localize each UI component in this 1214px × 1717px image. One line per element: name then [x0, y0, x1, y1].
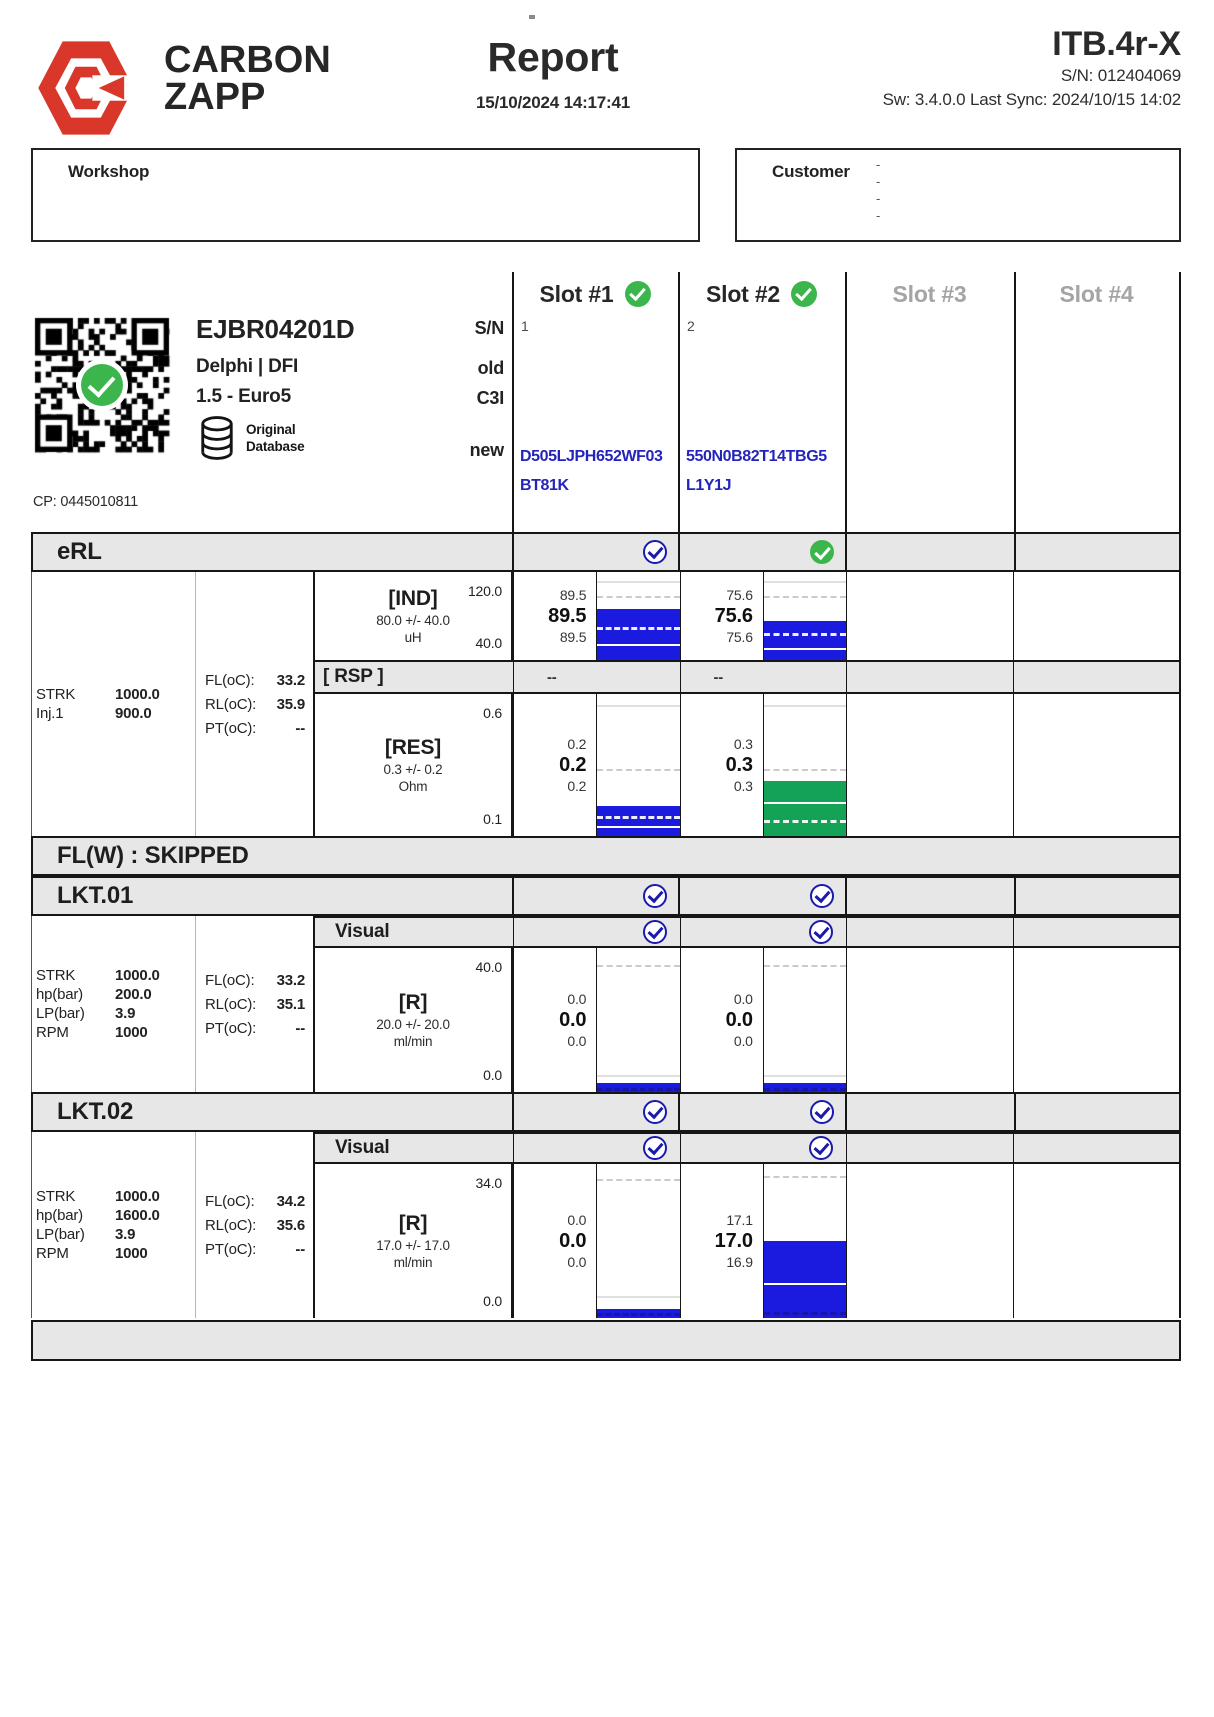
- param-value: 1000: [115, 1024, 148, 1041]
- param-label: hp(bar): [36, 986, 83, 1003]
- section-lkt02-bar: [31, 1092, 1181, 1132]
- value-max: 0.2: [567, 735, 587, 752]
- divider: [1014, 534, 1016, 570]
- erl-results: [313, 572, 1179, 836]
- serial-line: D505LJPH652WF03: [520, 448, 663, 465]
- param-value: 1000: [115, 1245, 148, 1262]
- cp-number: CP: 0445010811: [33, 494, 138, 510]
- temp-value: 35.9: [276, 695, 305, 713]
- dash-line: -: [876, 191, 881, 206]
- param-label: LP(bar): [36, 1226, 85, 1243]
- visual-label: Visual: [335, 1137, 390, 1158]
- lkt02-results: [313, 1132, 1179, 1318]
- dash-line: -: [876, 174, 881, 189]
- section-lkt02-title: LKT.02: [57, 1098, 134, 1125]
- param-label: LP(bar): [36, 1005, 85, 1022]
- database-icon: [198, 416, 236, 460]
- erl-res-row: [313, 694, 1179, 836]
- brand-line2: ZAPP: [164, 76, 266, 118]
- erl-res-slot2-cell: [680, 694, 847, 836]
- temp-value: --: [295, 1019, 305, 1037]
- divider: [678, 878, 680, 914]
- temp-value: 33.2: [276, 671, 305, 689]
- param-label: STRK: [36, 686, 76, 703]
- value-avg: 17.0: [714, 1229, 753, 1252]
- temp-label: RL(oC):: [205, 1216, 257, 1234]
- param-label: hp(bar): [36, 1207, 83, 1224]
- section-footer-bar: [31, 1320, 1181, 1361]
- value-min: 0.2: [567, 777, 587, 794]
- erl-ind-definition: [313, 572, 513, 660]
- param-label: RPM: [36, 1024, 69, 1041]
- test-unit: ml/min: [393, 1034, 433, 1049]
- param-label: STRK: [36, 967, 76, 984]
- erl-ind-row: [313, 572, 1179, 660]
- erl-rsp-row: [313, 660, 1179, 694]
- lkt01-visual-row: [313, 916, 1179, 948]
- slot1-header: [512, 272, 678, 316]
- slot4-header: [1014, 272, 1179, 316]
- qr-pass-check-icon: [81, 364, 123, 406]
- test-tolerance: 0.3 +/- 0.2: [383, 762, 443, 777]
- visual-slot2: [680, 1134, 847, 1162]
- divider: [1014, 1094, 1016, 1130]
- erl-res-slot1-cell: [513, 694, 680, 836]
- visual-slot3: [846, 918, 1013, 946]
- section-erl-title: eRL: [57, 538, 102, 565]
- temp-value: 35.1: [276, 995, 305, 1013]
- lkt01-r-slot3-cell: [846, 948, 1013, 1092]
- value-max: 75.6: [726, 586, 753, 603]
- rsp-slot3: [846, 662, 1013, 692]
- param-value: 3.9: [115, 1226, 136, 1243]
- lkt02-r-slot3-cell: [846, 1164, 1013, 1318]
- visual-slot2: [680, 918, 847, 946]
- rsp-slot1: [513, 662, 680, 692]
- param-value: 1600.0: [115, 1207, 160, 1224]
- carbon-zapp-logo-icon: [33, 35, 139, 141]
- param-label: STRK: [36, 1188, 76, 1205]
- section-flw-title: FL(W) : SKIPPED: [57, 842, 249, 869]
- value-min: 0.3: [733, 777, 753, 794]
- slot1-info-cell: [512, 316, 678, 532]
- erl-ind-slot3-cell: [846, 572, 1013, 660]
- test-unit: uH: [404, 630, 422, 645]
- serial-line: BT81K: [520, 477, 569, 494]
- value-max: 89.5: [559, 586, 587, 603]
- lkt01-results: [313, 916, 1179, 1092]
- divider: [845, 1094, 847, 1130]
- lkt01-parameters: [32, 916, 195, 1092]
- value-avg: 0.0: [725, 1008, 753, 1031]
- database-badge: [246, 421, 304, 455]
- sn-row-label: S/N: [474, 318, 504, 338]
- divider: [845, 878, 847, 914]
- param-label: Inj.1: [36, 705, 64, 722]
- artifact-dot: [529, 15, 535, 19]
- erl-ind-slot2-cell: [680, 572, 847, 660]
- divider: [512, 878, 514, 914]
- section-erl-bar: [31, 532, 1181, 572]
- rsp-slot1-value: --: [547, 668, 557, 686]
- lkt02-r-slot2-cell: [680, 1164, 847, 1318]
- erl-slot2-check-icon: [810, 540, 834, 564]
- erl-res-slot3-cell: [846, 694, 1013, 836]
- lkt01-r-slot4-cell: [1013, 948, 1180, 1092]
- customer-label: Customer: [772, 162, 850, 181]
- scale-bottom: 0.0: [483, 1067, 502, 1083]
- value-avg: 0.3: [725, 753, 753, 776]
- slot1-pass-check-icon: [625, 281, 651, 307]
- value-avg: 89.5: [548, 604, 587, 627]
- value-min: 89.5: [559, 628, 587, 645]
- brand-name: [164, 39, 331, 118]
- device-serial: S/N: 012404069: [1060, 66, 1181, 85]
- scale-top: 120.0: [467, 583, 502, 599]
- serial-line: 550N0B82T14TBG5: [686, 448, 827, 465]
- value-avg: 0.2: [559, 753, 587, 776]
- brand-line1: CARBON: [164, 39, 331, 81]
- param-value: 1000.0: [115, 686, 160, 703]
- scale-bottom: 0.0: [483, 1293, 502, 1309]
- slot1-new-serial: [520, 442, 663, 500]
- rsp-slot2-value: --: [713, 668, 724, 686]
- scale-bottom: 0.1: [483, 811, 502, 827]
- erl-ind-slot1-cell: [513, 572, 680, 660]
- section-erl-body: [31, 572, 1181, 836]
- param-value: 200.0: [115, 986, 152, 1003]
- slot2-header: [678, 272, 845, 316]
- value-min: 16.9: [726, 1253, 753, 1270]
- scale-top: 34.0: [475, 1175, 502, 1191]
- lkt02-slot2-check-icon: [810, 1100, 834, 1124]
- value-max: 0.3: [733, 735, 753, 752]
- temp-value: --: [295, 1240, 305, 1258]
- lkt02-r-slot1-cell: [513, 1164, 680, 1318]
- section-flw-bar: [31, 836, 1181, 876]
- value-max: 17.1: [726, 1211, 753, 1228]
- lkt02-visual-row: [313, 1132, 1179, 1164]
- lkt02-slot1-check-icon: [643, 1100, 667, 1124]
- erl-temperatures: [195, 572, 313, 836]
- param-value: 1000.0: [115, 967, 160, 984]
- lkt02-r-definition: [313, 1164, 513, 1318]
- lkt01-temperatures: [195, 916, 313, 1092]
- section-lkt01-bar: [31, 876, 1181, 916]
- value-min: 75.6: [726, 628, 753, 645]
- slot2-info-cell: [678, 316, 845, 532]
- value-max: 0.0: [733, 990, 753, 1007]
- param-value: 3.9: [115, 1005, 136, 1022]
- result-bar: [763, 1164, 846, 1318]
- result-bar: [596, 1164, 679, 1318]
- customer-box: [735, 148, 1181, 242]
- slot2-pass-check-icon: [791, 281, 817, 307]
- erl-ind-slot4-cell: [1013, 572, 1180, 660]
- slot2-label: Slot #2: [705, 280, 780, 307]
- erl-res-slot4-cell: [1013, 694, 1180, 836]
- database-badge-line1: Original: [246, 422, 296, 437]
- test-name: [R]: [398, 1212, 428, 1235]
- erl-res-definition: [313, 694, 513, 836]
- result-bar: [596, 572, 679, 660]
- lkt01-r-slot2-cell: [680, 948, 847, 1092]
- section-lkt01-title: LKT.01: [57, 882, 134, 909]
- lkt01-r-row: [313, 948, 1179, 1092]
- result-bar: [596, 694, 679, 836]
- workshop-box: [31, 148, 700, 242]
- divider: [1014, 878, 1016, 914]
- temp-label: PT(oC):: [205, 719, 257, 737]
- section-lkt02-body: [31, 1132, 1181, 1318]
- scale-top: 0.6: [483, 705, 502, 721]
- test-name: [RES]: [384, 736, 442, 759]
- device-name: ITB.4r-X: [1052, 25, 1181, 63]
- temp-label: FL(oC):: [205, 671, 255, 689]
- visual-label: Visual: [335, 921, 390, 942]
- slot2-new-serial: [686, 442, 827, 500]
- divider: [512, 534, 514, 570]
- value-min: 0.0: [567, 1253, 587, 1270]
- temp-value: --: [295, 719, 305, 737]
- temp-label: PT(oC):: [205, 1019, 257, 1037]
- visual-slot4: [1013, 918, 1180, 946]
- scale-top: 40.0: [475, 959, 502, 975]
- report-datetime: 15/10/2024 14:17:41: [475, 93, 631, 112]
- slot4-label: Slot #4: [1059, 280, 1134, 307]
- param-label: RPM: [36, 1245, 69, 1262]
- temp-label: FL(oC):: [205, 971, 255, 989]
- value-avg: 0.0: [559, 1229, 587, 1252]
- erl-parameters: [32, 572, 195, 836]
- temp-label: FL(oC):: [205, 1192, 255, 1210]
- temp-label: RL(oC):: [205, 995, 257, 1013]
- value-min: 0.0: [567, 1032, 587, 1049]
- c3i-row-label: C3I: [476, 388, 504, 408]
- column-divider: [1179, 272, 1181, 532]
- value-avg: 0.0: [559, 1008, 587, 1031]
- temp-label: PT(oC):: [205, 1240, 257, 1258]
- page-title: Report: [487, 34, 619, 80]
- lkt01-slot2-check-icon: [810, 884, 834, 908]
- slot1-index: 1: [521, 318, 529, 334]
- lkt01-slot1-check-icon: [643, 884, 667, 908]
- dash-line: -: [876, 208, 881, 223]
- workshop-label: Workshop: [68, 162, 150, 181]
- erl-slot1-check-icon: [643, 540, 667, 564]
- customer-placeholder-lines: [876, 156, 880, 224]
- rsp-slot2: [680, 662, 847, 692]
- test-tolerance: 20.0 +/- 20.0: [376, 1017, 450, 1032]
- divider: [512, 1094, 514, 1130]
- value-max: 0.0: [567, 1211, 587, 1228]
- test-tolerance: 80.0 +/- 40.0: [376, 613, 450, 628]
- temp-value: 35.6: [276, 1216, 305, 1234]
- slot1-label: Slot #1: [539, 280, 614, 307]
- device-info: [800, 24, 1181, 112]
- test-tolerance: 17.0 +/- 17.0: [376, 1238, 450, 1253]
- divider: [678, 534, 680, 570]
- result-bar: [596, 948, 679, 1092]
- value-min: 0.0: [733, 1032, 753, 1049]
- value-max: 0.0: [567, 990, 587, 1007]
- slot2-index: 2: [687, 318, 695, 334]
- injector-brand: Delphi | DFI: [196, 356, 299, 377]
- slot3-label: Slot #3: [892, 280, 967, 307]
- visual-slot2-check-icon: [809, 920, 833, 944]
- temp-value: 33.2: [276, 971, 305, 989]
- rsp-label: [ RSP ]: [323, 666, 384, 687]
- lkt01-r-slot1-cell: [513, 948, 680, 1092]
- visual-slot1-check-icon: [643, 920, 667, 944]
- test-name: [IND]: [388, 587, 438, 610]
- lkt02-r-slot4-cell: [1013, 1164, 1180, 1318]
- visual-slot2-check-icon: [809, 1136, 833, 1160]
- result-bar: [763, 572, 846, 660]
- injector-engine: 1.5 - Euro5: [196, 386, 291, 407]
- test-unit: Ohm: [398, 779, 428, 794]
- temp-label: RL(oC):: [205, 695, 257, 713]
- result-bar: [763, 948, 846, 1092]
- lkt02-r-row: [313, 1164, 1179, 1318]
- test-name: [R]: [398, 991, 428, 1014]
- database-badge-line2: Database: [246, 439, 305, 454]
- temp-value: 34.2: [276, 1192, 305, 1210]
- value-avg: 75.6: [714, 604, 753, 627]
- dash-line: -: [876, 157, 881, 172]
- lkt02-parameters: [32, 1132, 195, 1318]
- result-bar: [763, 694, 846, 836]
- injector-model: EJBR04201D: [196, 314, 355, 344]
- divider: [678, 1094, 680, 1130]
- slot3-header: [845, 272, 1014, 316]
- new-row-label: new: [469, 440, 504, 460]
- param-value: 1000.0: [115, 1188, 160, 1205]
- visual-slot1: [513, 1134, 680, 1162]
- visual-slot4: [1013, 1134, 1180, 1162]
- param-value: 900.0: [115, 705, 152, 722]
- lkt01-r-definition: [313, 948, 513, 1092]
- old-row-label: old: [477, 358, 504, 378]
- section-lkt01-body: [31, 916, 1181, 1092]
- divider: [845, 534, 847, 570]
- scale-bottom: 40.0: [475, 635, 502, 651]
- visual-slot3: [846, 1134, 1013, 1162]
- test-unit: ml/min: [393, 1255, 433, 1270]
- lkt02-temperatures: [195, 1132, 313, 1318]
- device-sw-sync: Sw: 3.4.0.0 Last Sync: 2024/10/15 14:02: [882, 90, 1181, 109]
- visual-slot1-check-icon: [643, 1136, 667, 1160]
- rsp-slot4: [1013, 662, 1180, 692]
- visual-slot1: [513, 918, 680, 946]
- serial-line: L1Y1J: [686, 477, 732, 494]
